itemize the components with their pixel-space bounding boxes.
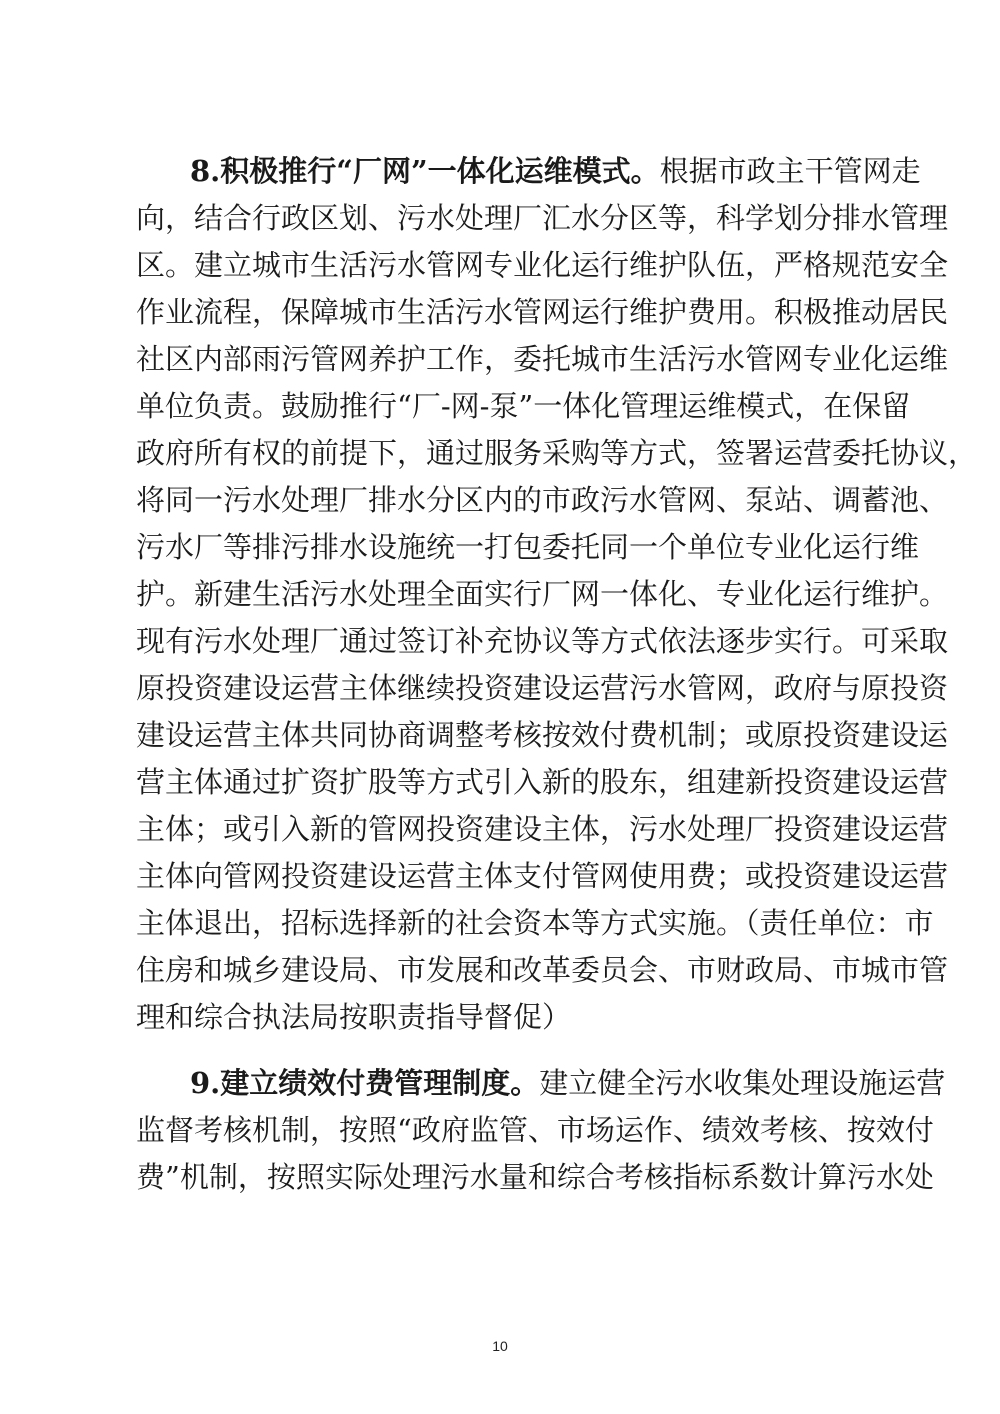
paragraph-line: 主体退出，招标选择新的社会资本等方式实施。（责任单位：市 (136, 906, 934, 940)
paragraph-line: 监督考核机制，按照“政府监管、市场运作、绩效考核、按效付 (136, 1113, 934, 1147)
paragraph-line: 社区内部雨污管网养护工作，委托城市生活污水管网专业化运维 (136, 342, 949, 376)
paragraph-line: 作业流程，保障城市生活污水管网运行维护费用。积极推动居民 (136, 295, 949, 329)
body-text: 建立健全污水收集处理设施运营 (539, 1066, 946, 1100)
paragraph-line: 原投资建设运营主体继续投资建设运营污水管网，政府与原投资 (136, 671, 949, 705)
paragraph-line (190, 1060, 946, 1106)
paragraph-line: 单位负责。鼓励推行“厂-网-泵”一体化管理运维模式，在保留 (136, 389, 911, 423)
section-heading: 9.建立绩效付费管理制度。 (190, 1066, 540, 1100)
section-heading: 8.积极推行“厂网”一体化运维模式。 (190, 154, 660, 188)
paragraph-line: 主体；或引入新的管网投资建设主体，污水处理厂投资建设运营 (136, 812, 949, 846)
paragraph-line: 现有污水处理厂通过签订补充协议等方式依法逐步实行。可采取 (136, 624, 949, 658)
paragraph-line: 营主体通过扩资扩股等方式引入新的股东，组建新投资建设运营 (136, 765, 949, 799)
paragraph-line: 将同一污水处理厂排水分区内的市政污水管网、泵站、调蓄池、 (136, 483, 949, 517)
paragraph-line: 理和综合执法局按职责指导督促） (136, 1000, 572, 1034)
body-text: 根据市政主干管网走 (659, 154, 921, 188)
paragraph-line: 向，结合行政区划、污水处理厂汇水分区等，科学划分排水管理 (136, 201, 949, 235)
paragraph-line: 政府所有权的前提下，通过服务采购等方式，签署运营委托协议， (136, 436, 978, 470)
paragraph-line: 住房和城乡建设局、市发展和改革委员会、市财政局、市城市管 (136, 953, 949, 987)
paragraph-line: 护。新建生活污水处理全面实行厂网一体化、专业化运行维护。 (136, 577, 949, 611)
paragraph-line: 主体向管网投资建设运营主体支付管网使用费；或投资建设运营 (136, 859, 949, 893)
paragraph-line: 建设运营主体共同协商调整考核按效付费机制；或原投资建设运 (136, 718, 949, 752)
paragraph-line: 区。建立城市生活污水管网专业化运行维护队伍，严格规范安全 (136, 248, 949, 282)
page-number: 10 (492, 1338, 508, 1354)
paragraph-line (190, 148, 921, 194)
paragraph-line: 费”机制，按照实际处理污水量和综合考核指标系数计算污水处 (136, 1160, 934, 1194)
paragraph-line: 污水厂等排污排水设施统一打包委托同一个单位专业化运行维 (136, 530, 920, 564)
